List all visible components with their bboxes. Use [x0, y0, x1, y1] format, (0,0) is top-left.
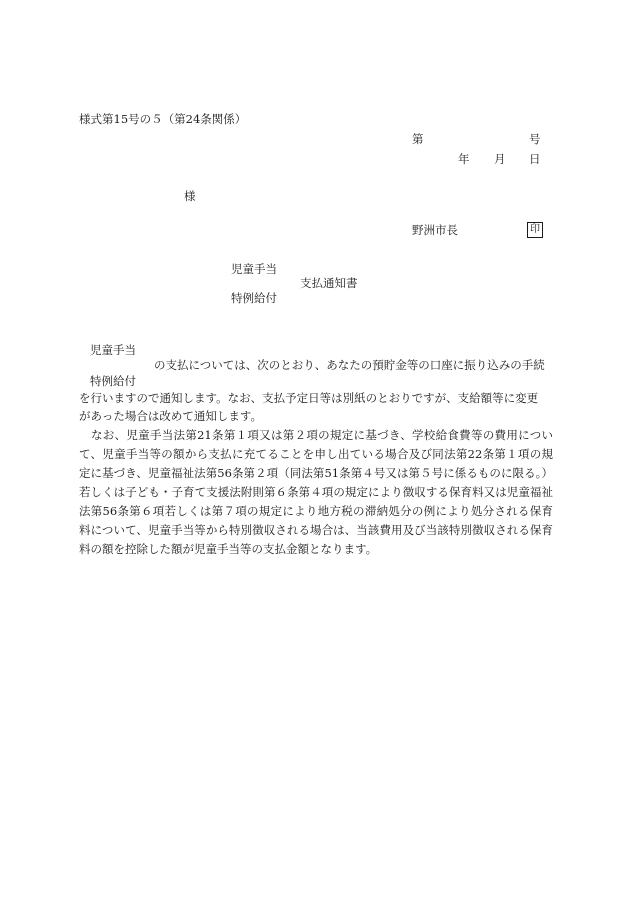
- number-prefix: 第: [412, 132, 424, 146]
- body-paragraph-2: なお、児童手当法第21条第１項又は第２項の規定に基づき、学校給食費等の費用について、児童手当等の額から支払に充てることを申し出ている場合及び同法第22条第１項の規定に基づき、児童福祉法第56条第２項（同法第51条第４号又は第５号に係るものに限る。）若しくは子ども・子育て支援法附則第６条第４項の規定により徴収する保育料又は児童福祉法第56条第６項若しくは第７項の規定により地方税の滞納処分の例により処分される保育料について、児童手当等から特別徴収される場合は、当該費用及び当該特別徴収される保育料の額を控除した額が児童手当等の支払金額となります。: [79, 428, 553, 556]
- title-main: 支払通知書: [300, 276, 358, 290]
- seal-mark: 印: [527, 222, 543, 238]
- body-line3: があった場合は改めて通知します。: [79, 409, 262, 423]
- intro-top: 児童手当: [90, 343, 136, 357]
- form-id: 様式第15号の５（第24条関係）: [79, 112, 247, 126]
- issuer: 野洲市長: [412, 223, 458, 237]
- date-month: 月: [494, 152, 506, 166]
- date-year: 年: [458, 152, 470, 166]
- title-line1: 児童手当: [231, 262, 277, 276]
- number-suffix: 号: [529, 132, 541, 146]
- body-line2: を行いますので通知します。なお、支払予定日等は別紙のとおりですが、支給額等に変更: [79, 391, 539, 405]
- date-day: 日: [529, 152, 541, 166]
- title-line2: 特例給付: [231, 291, 277, 305]
- intro-bottom: 特例給付: [90, 374, 136, 388]
- addressee-suffix: 様: [184, 189, 196, 203]
- intro-line: の支払については、次のとおり、あなたの預貯金等の口座に振り込みの手続: [154, 358, 545, 372]
